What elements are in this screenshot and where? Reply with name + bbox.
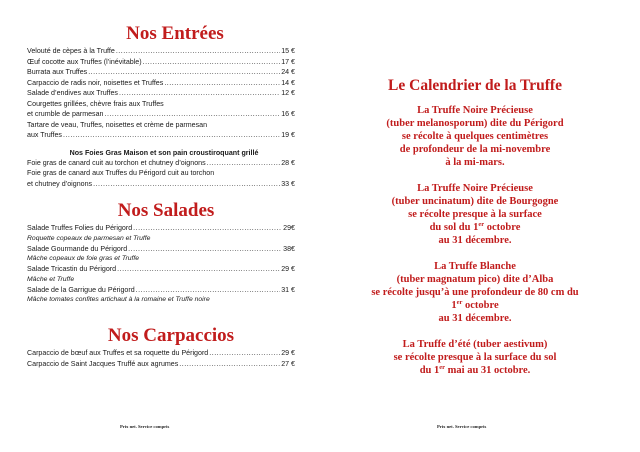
text: du 1 xyxy=(419,365,440,376)
section-title-carpaccios: Nos Carpaccios xyxy=(107,325,235,346)
item-price: 17 € xyxy=(281,57,295,66)
item-price: 38€ xyxy=(283,244,295,253)
item-name: Salade d’endives aux Truffes xyxy=(27,89,118,97)
menu-item xyxy=(27,348,295,359)
para-line: au 31 décembre. xyxy=(438,313,512,324)
text: 1 xyxy=(451,300,457,311)
para-line: se récolte presque à la surface xyxy=(408,209,542,220)
menu-item xyxy=(27,359,295,370)
text: octobre xyxy=(462,300,499,311)
para-line: de profondeur de la mi-novembre xyxy=(399,144,551,155)
item-name-cont: et crumble de parmesan xyxy=(27,110,104,118)
item-name: Foie gras de canard cuit au torchon et chutney d’oignons xyxy=(27,158,206,167)
para-line: au 31 décembre. xyxy=(438,235,512,246)
item-name: Salade Tricastin du Périgord xyxy=(27,265,117,273)
menu-item xyxy=(27,223,295,234)
entrees-list xyxy=(27,46,295,189)
item-name: Salade Truffes Folies du Périgord xyxy=(27,224,133,232)
truffe-noire-perigord-paragraph xyxy=(334,104,616,169)
menu-item xyxy=(27,130,295,141)
footer-note-right: Prix net. Service compris xyxy=(437,424,487,429)
menu-left-page xyxy=(27,24,295,369)
item-name: Tartare de veau, Truffes, noisettes et crème de parmesan xyxy=(27,120,208,129)
para-line: se récolte jusqu’à une profondeur de 80 cm du xyxy=(371,287,579,298)
item-description: Mâche tomates confites artichaut à la romaine et Truffe noire xyxy=(27,296,210,303)
para-line xyxy=(334,221,616,234)
item-name: Foie gras de canard aux Truffes du Périgord cuit au torchon xyxy=(27,169,215,177)
item-description: Mâche copeaux de foie gras et Truffe xyxy=(27,255,140,262)
item-description: Mâche et Truffe xyxy=(27,275,75,283)
para-line: à la mi-mars. xyxy=(445,157,505,168)
para-line: La Truffe Noire Précieuse xyxy=(417,105,533,116)
foies-gras-heading: Nos Foies Gras Maison et son pain croustiroquant grillé xyxy=(69,148,259,157)
menu-item xyxy=(27,57,295,68)
text: du sol du 1 xyxy=(429,222,479,233)
superscript: er xyxy=(456,299,463,306)
menu-item xyxy=(27,67,295,78)
item-name: Carpaccio de bœuf aux Truffes et sa roquette du Périgord xyxy=(27,349,209,357)
item-price: 31 € xyxy=(281,285,295,294)
item-name: Courgettes grillées, chèvre frais aux Truffes xyxy=(27,99,164,108)
para-line: La Truffe Noire Précieuse xyxy=(417,183,533,194)
para-line: La Truffe Blanche xyxy=(434,261,516,272)
item-price: 28 € xyxy=(281,158,295,167)
truffe-ete-paragraph xyxy=(334,338,616,377)
item-name: Carpaccio de Saint Jacques Truffé aux agrumes xyxy=(27,359,179,368)
para-line: se récolte à quelques centimètres xyxy=(401,131,549,142)
section-title-salades: Nos Salades xyxy=(117,200,215,221)
text: mai au 31 octobre. xyxy=(445,365,531,376)
item-description: Roquette copeaux de parmesan et Truffe xyxy=(27,234,151,242)
para-line: (tuber uncinatum) dite de Bourgogne xyxy=(391,196,559,207)
salades-list xyxy=(27,223,295,305)
para-line: La Truffe d’été (tuber aestivum) xyxy=(402,339,548,350)
menu-item xyxy=(27,88,295,99)
section-title-entrees: Nos Entrées xyxy=(126,23,224,44)
item-name: Salade Gourmande du Périgord xyxy=(27,244,128,253)
menu-item xyxy=(27,285,295,296)
item-price: 16 € xyxy=(281,110,295,118)
item-name: Carpaccio de radis noir, noisettes et Truffes xyxy=(27,78,164,87)
menu-item xyxy=(27,264,295,275)
carpaccios-list xyxy=(27,348,295,369)
truffe-noire-bourgogne-paragraph xyxy=(334,182,616,247)
menu-item xyxy=(27,244,295,255)
item-name: Salade de la Garrigue du Périgord xyxy=(27,285,135,294)
footer-note-left: Prix net. Service compris xyxy=(120,424,170,429)
truffe-blanche-paragraph xyxy=(334,260,616,325)
menu-item xyxy=(27,179,295,190)
calendar-right-page xyxy=(334,76,616,377)
menu-item xyxy=(27,46,295,57)
item-name: Burrata aux Truffes xyxy=(27,68,88,76)
item-name-cont: aux Truffes xyxy=(27,131,62,139)
item-price: 29€ xyxy=(283,224,295,232)
menu-item xyxy=(27,158,295,169)
calendar-title: Le Calendrier de la Truffe xyxy=(388,77,562,94)
superscript: er xyxy=(439,364,446,371)
superscript: er xyxy=(478,221,485,228)
para-line: (tuber melanosporum) dite du Périgord xyxy=(386,118,564,129)
item-name: Velouté de cèpes à la Truffe xyxy=(27,47,115,55)
para-line: (tuber magnatum pico) dite d’Alba xyxy=(396,274,554,285)
item-price: 33 € xyxy=(281,179,295,188)
item-price: 14 € xyxy=(281,78,295,87)
item-name-cont: et chutney d’oignons xyxy=(27,179,93,188)
menu-item xyxy=(27,78,295,89)
item-price: 19 € xyxy=(281,131,295,139)
item-price: 24 € xyxy=(281,68,295,76)
para-line: se récolte presque à la surface du sol xyxy=(393,352,557,363)
item-price: 27 € xyxy=(281,359,295,368)
para-line xyxy=(334,364,616,377)
item-price: 15 € xyxy=(281,47,295,55)
item-price: 29 € xyxy=(281,265,295,273)
text: octobre xyxy=(484,222,521,233)
item-price: 29 € xyxy=(281,349,295,357)
para-line xyxy=(334,299,616,312)
item-name: Œuf cocotte aux Truffes (l’inévitable) xyxy=(27,57,142,66)
item-price: 12 € xyxy=(281,89,295,97)
menu-item xyxy=(27,109,295,120)
